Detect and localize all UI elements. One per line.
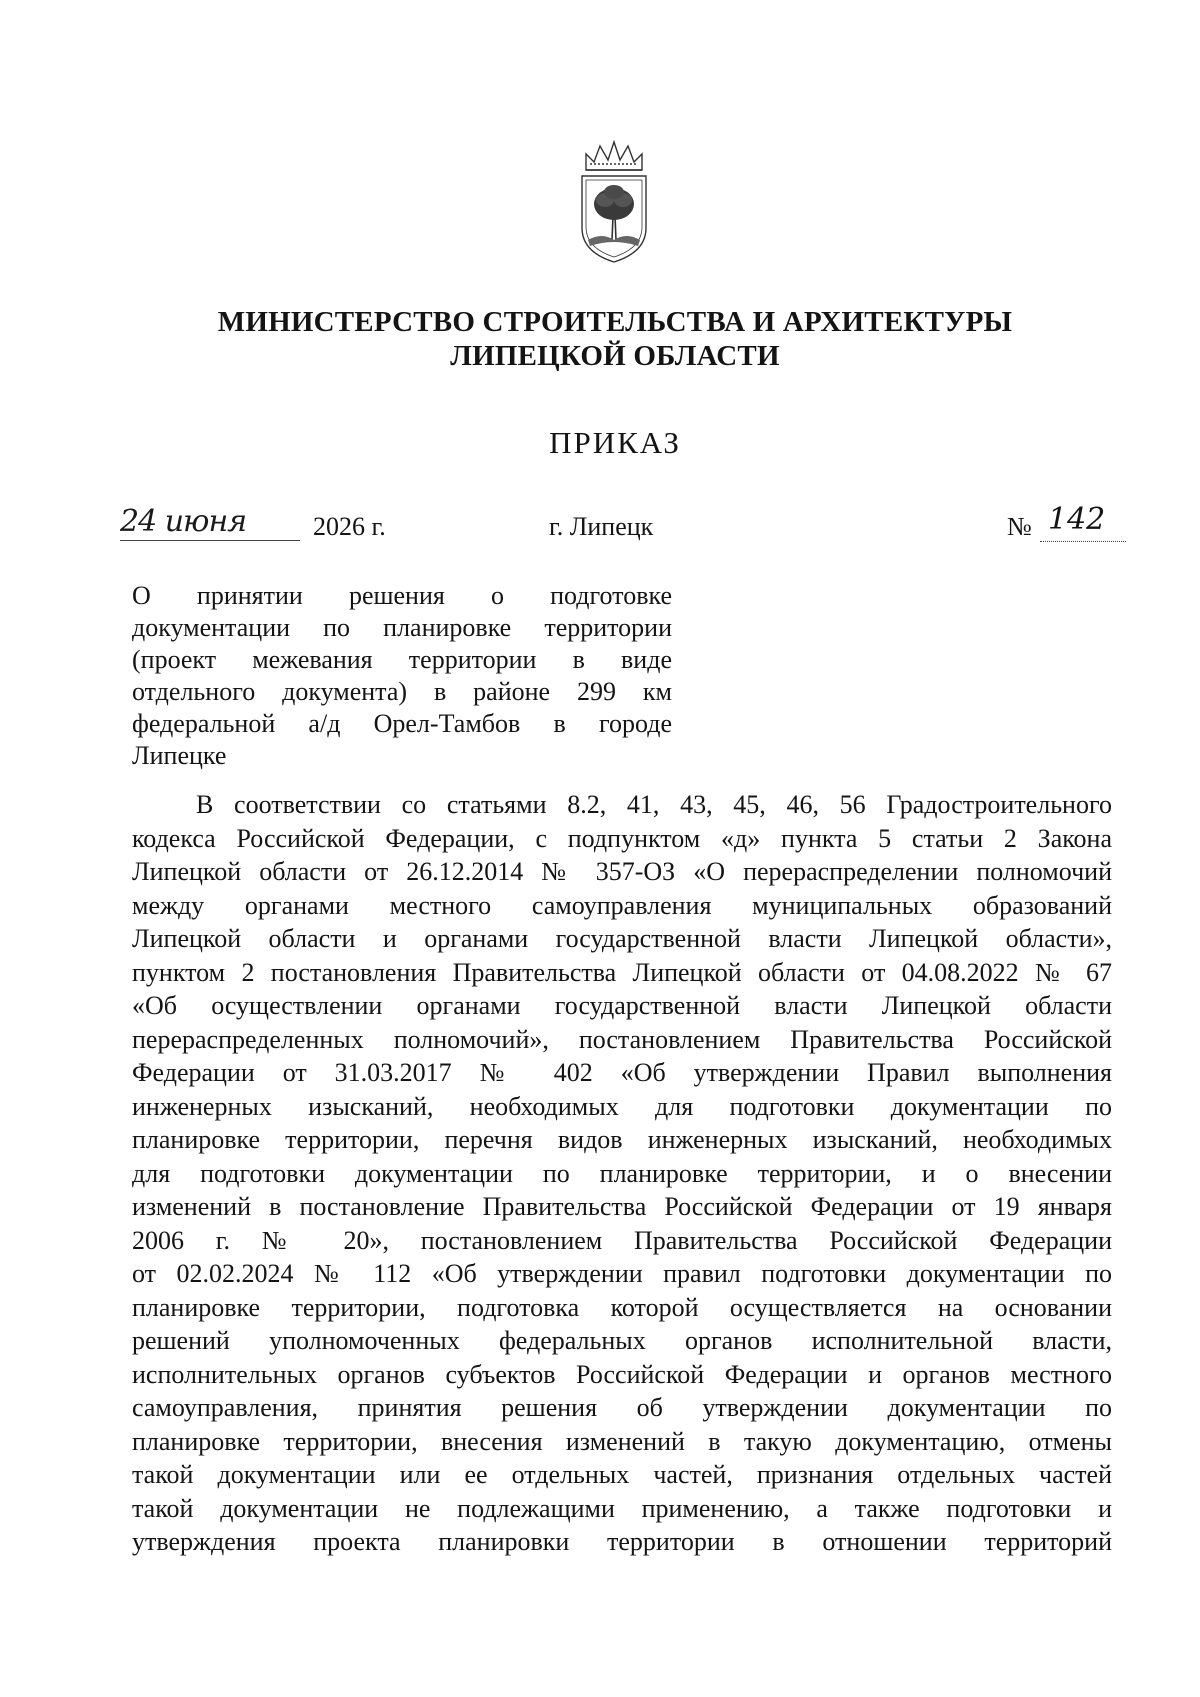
body-line: планировке территории, подготовка которой осуществляется на основании [132, 1292, 1112, 1322]
document-meta-row [0, 502, 1200, 560]
body-line: Липецкой области и органами государственной власти Липецкой области», [132, 924, 1112, 953]
body-line: инженерных изысканий, необходимых для подготовки документации по [132, 1091, 1112, 1121]
body-line: пунктом 2 постановления Правительства Липецкой области от 04.08.2022 № 67 [132, 957, 1112, 987]
body-line: такой документации или ее отдельных частей, признания отдельных частей [132, 1460, 1112, 1489]
body-line: «Об осуществлении органами государственной власти Липецкой области [132, 991, 1112, 1020]
body-line: Липецкой области от 26.12.2014 № 357-ОЗ «О перераспределении полномочий [132, 857, 1112, 886]
body-line: такой документации не подлежащими применению, а также подготовки и [132, 1493, 1112, 1523]
body-line: самоуправления, принятия решения об утверждении документации по [132, 1393, 1112, 1422]
coat-of-arms-icon [572, 140, 656, 270]
date-underline [120, 540, 300, 541]
body-line: утверждения проекта планировки территории в отношении территорий [132, 1527, 1112, 1556]
body-line: перераспределенных полномочий», постановлением Правительства Российской [132, 1024, 1112, 1054]
handwritten-number: 142 [1048, 502, 1106, 537]
subject-line: Липецке [132, 741, 227, 770]
subject-line: О принятии решения о подготовке [132, 581, 672, 610]
body-line: для подготовки документации по планировке территории, и о внесении [132, 1158, 1112, 1188]
number-underline [1040, 541, 1126, 542]
subject-line: (проект межевания территории в виде [132, 645, 672, 674]
subject-block [132, 580, 672, 772]
ministry-title [0, 305, 1200, 373]
body-line: кодекса Российской Федерации, с подпунктом «д» пункта 5 статьи 2 Закона [132, 823, 1112, 853]
body-line: планировке территории, внесения изменений в такую документацию, отмены [132, 1426, 1112, 1456]
number-label: № [1007, 512, 1032, 541]
body-line: 2006 г. № 20», постановлением Правительства Российской Федерации [132, 1225, 1112, 1255]
subject-line: отдельного документа) в районе 299 км [132, 677, 672, 706]
subject-line: федеральной а/д Орел-Тамбов в городе [132, 709, 672, 738]
body-line: В соответствии со статьями 8.2, 41, 43, 45, 46, 56 Градостроительного [196, 790, 1112, 819]
handwritten-date: 24 июня [120, 504, 247, 539]
ministry-title-line1: МИНИСТЕРСТВО СТРОИТЕЛЬСТВА И АРХИТЕКТУРЫ [217, 306, 1013, 338]
document-city: г. Липецк [549, 512, 654, 541]
body-paragraph [132, 788, 1112, 1559]
body-line: от 02.02.2024 № 112 «Об утверждении правил подготовки документации по [132, 1259, 1112, 1288]
body-line: решений уполномоченных федеральных органов исполнительной власти, [132, 1326, 1112, 1355]
subject-line: документации по планировке территории [132, 613, 672, 642]
document-type-heading: ПРИКАЗ [549, 425, 681, 460]
body-line: Федерации от 31.03.2017 № 402 «Об утверждении Правил выполнения [132, 1058, 1112, 1087]
body-line: исполнительных органов субъектов Российской Федерации и органов местного [132, 1359, 1112, 1389]
body-line: между органами местного самоуправления муниципальных образований [132, 890, 1112, 920]
ministry-title-line2: ЛИПЕЦКОЙ ОБЛАСТИ [450, 340, 780, 372]
body-line: планировке территории, перечня видов инженерных изысканий, необходимых [132, 1125, 1112, 1154]
date-year: 2026 г. [313, 512, 386, 541]
body-line: изменений в постановление Правительства Российской Федерации от 19 января [132, 1192, 1112, 1221]
